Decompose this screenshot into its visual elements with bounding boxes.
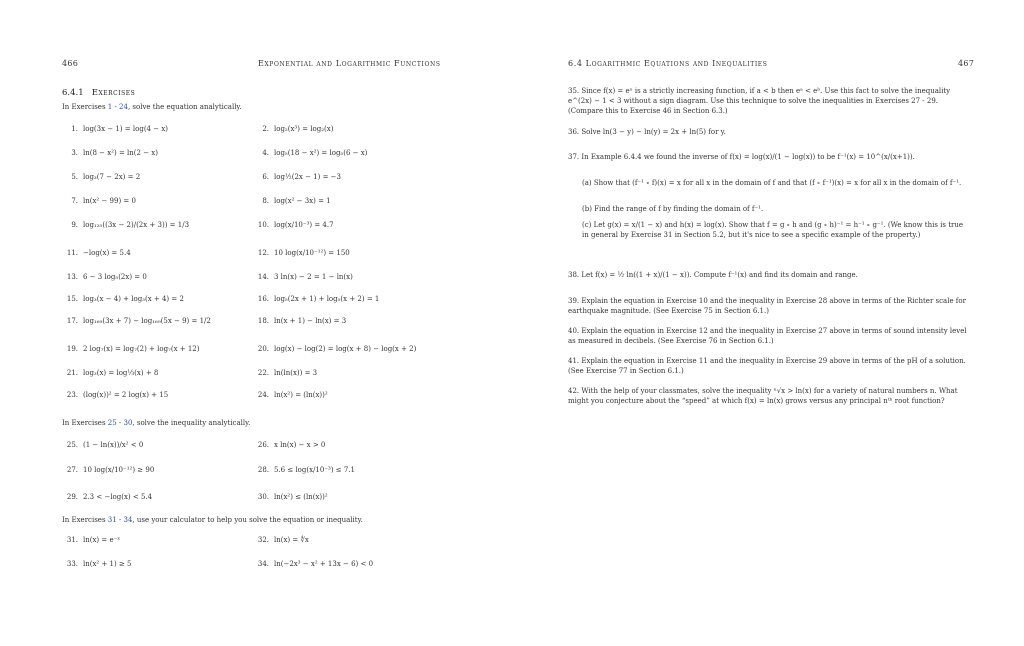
- exercise-item: [255, 465, 355, 475]
- exercise-equation: 2 log₇(x) = log₇(2) + log₇(x + 12): [83, 345, 200, 353]
- exercise-number: 8.: [262, 197, 269, 205]
- exercise-equation: (log(x))² = 2 log(x) + 15: [83, 391, 169, 399]
- exercise-number: 32.: [257, 536, 269, 544]
- exercise-number: 18.: [257, 317, 269, 325]
- exercise-equation: ln(x) = ∜x: [274, 536, 309, 544]
- exercise-range-link-2[interactable]: 25 - 30: [107, 419, 133, 427]
- exercise-equation: log₃(7 − 2x) = 2: [83, 173, 141, 181]
- exercise-item: [64, 492, 152, 502]
- exercise-equation: log₃(x) = log⅓(x) + 8: [83, 369, 159, 377]
- exercise-number: 21.: [66, 369, 78, 377]
- exercise-number: 3.: [71, 149, 78, 157]
- exercise-equation: ln(ln(x)) = 3: [274, 369, 318, 377]
- exercise-number: 34.: [257, 560, 269, 568]
- exercise-item: [64, 248, 131, 258]
- running-head-right: 6.4 Logarithmic Equations and Inequalities: [568, 59, 768, 68]
- exercise-number: 27.: [66, 466, 78, 474]
- exercise-number: 25.: [66, 441, 78, 449]
- exercise-number: 17.: [66, 317, 78, 325]
- exercise-item: [255, 440, 325, 450]
- exercise-number: 9.: [71, 221, 78, 229]
- exercise-item: [64, 294, 184, 304]
- exercise-39: 39. Explain the equation in Exercise 10 and the inequality in Exercise 28 above in terms of the Richter scale for earthquake magnitude. (See Exercise 75 in Section 6.1.): [568, 297, 966, 315]
- exercise-number: 24.: [257, 391, 269, 399]
- exercise-number: 28.: [257, 466, 269, 474]
- exercise-item: [64, 390, 168, 400]
- exercise-equation: ln(x² − 99) = 0: [83, 197, 136, 205]
- exercise-number: 6.: [262, 173, 269, 181]
- exercise-item: [64, 316, 211, 326]
- exercise-equation: log₁₆₉(3x + 7) − log₁₆₉(5x − 9) = 1/2: [83, 317, 211, 325]
- page-number-left: 466: [62, 59, 79, 68]
- exercise-number: 22.: [257, 369, 269, 377]
- exercise-number: 33.: [66, 560, 78, 568]
- exercise-item: [255, 492, 328, 502]
- exercise-number: 10.: [257, 221, 269, 229]
- exercise-equation: ln(8 − x²) = ln(2 − x): [83, 149, 158, 157]
- exercise-equation: 2.3 < −log(x) < 5.4: [83, 493, 153, 501]
- exercise-item: [64, 440, 143, 450]
- exercise-number: 16.: [257, 295, 269, 303]
- section-heading: [62, 88, 135, 98]
- exercise-number: 23.: [66, 391, 78, 399]
- exercise-equation: ln(x²) ≤ (ln(x))²: [274, 493, 328, 501]
- exercise-41: 41. Explain the equation in Exercise 11 and the inequality in Exercise 29 above in terms of the pH of a solution. (See Exercise 77 in Section 6.1.): [568, 357, 966, 375]
- exercise-equation: log₅(18 − x²) = log₅(6 − x): [274, 149, 368, 157]
- exercise-number: 14.: [257, 273, 269, 281]
- exercise-35: 35. Since f(x) = eˣ is a strictly increasing function, if a < b then eᵃ < eᵇ. Use this fact to solve the inequality e^(2x) − 1 < 3 without a sign diagram. Use this technique to solve the inequalities in Exercises 27 - 29. (Compare this to Exercise 46 in Section 6.3.): [568, 87, 951, 115]
- right-page: [512, 0, 1024, 646]
- exercise-number: 29.: [66, 493, 78, 501]
- exercise-equation: log(x² − 3x) = 1: [274, 197, 331, 205]
- exercise-item: [255, 368, 317, 378]
- exercise-number: 4.: [262, 149, 269, 157]
- exercise-equation: 3 ln(x) − 2 = 1 − ln(x): [274, 273, 353, 281]
- exercise-number: 2.: [262, 125, 269, 133]
- exercise-number: 31.: [66, 536, 78, 544]
- exercise-equation: ln(x + 1) − ln(x) = 3: [274, 317, 347, 325]
- exercise-equation: 5.6 ≤ log(x/10⁻³) ≤ 7.1: [274, 466, 356, 474]
- exercise-equation: −log(x) = 5.4: [83, 249, 131, 257]
- exercise-number: 30.: [257, 493, 269, 501]
- exercise-item: [255, 390, 328, 400]
- exercise-item: [64, 559, 132, 569]
- exercise-item: [64, 344, 200, 354]
- exercise-item: [255, 220, 334, 230]
- exercise-equation: log½(2x − 1) = −3: [274, 173, 341, 181]
- exercise-item: [255, 316, 346, 326]
- running-head-left: Exponential and Logarithmic Functions: [258, 59, 441, 68]
- exercise-equation: ln(x² + 1) ≥ 5: [83, 560, 132, 568]
- exercise-item: [255, 124, 333, 134]
- exercise-equation: log(x/10⁻³) = 4.7: [274, 221, 334, 229]
- exercise-equation: 10 log(x/10⁻¹²) = 150: [274, 249, 350, 257]
- exercise-equation: 6 − 3 log₅(2x) = 0: [83, 273, 147, 281]
- exercise-equation: log₃(x − 4) + log₃(x + 4) = 2: [83, 295, 184, 303]
- exercise-equation: 10 log(x/10⁻¹²) ≥ 90: [83, 466, 155, 474]
- exercise-item: [64, 148, 158, 158]
- exercise-item: [255, 559, 373, 569]
- exercise-item: [255, 196, 331, 206]
- page-number-right: 467: [958, 59, 975, 68]
- section-title: Exercises: [91, 88, 136, 98]
- exercise-equation: ln(x) = e⁻ˣ: [83, 536, 121, 544]
- exercise-item: [255, 294, 379, 304]
- exercise-number: 20.: [257, 345, 269, 353]
- exercise-equation: log₅(2x + 1) + log₅(x + 2) = 1: [274, 295, 380, 303]
- intro-3: In Exercises 31 - 34, use your calculator to help you solve the equation or inequality.: [62, 516, 363, 524]
- exercise-item: [64, 535, 120, 545]
- intro-1: In Exercises 1 - 24, solve the equation analytically.: [62, 103, 242, 111]
- exercise-number: 1.: [71, 125, 78, 133]
- exercise-38: 38. Let f(x) = ½ ln((1 + x)/(1 − x)). Compute f⁻¹(x) and find its domain and range.: [568, 271, 858, 279]
- exercise-item: [255, 148, 367, 158]
- exercise-number: 5.: [71, 173, 78, 181]
- exercise-range-link-1[interactable]: 1 - 24: [107, 103, 128, 111]
- exercise-item: [64, 196, 136, 206]
- exercise-37c: (c) Let g(x) = x/(1 − x) and h(x) = log(x). Show that f = g ∘ h and (g ∘ h)⁻¹ = h⁻¹ ∘ g⁻¹. (We know this is true in general by Exercise 31 in Section 5.2, but it's nice to see a specific example of the property.): [582, 221, 964, 239]
- exercise-number: 19.: [66, 345, 78, 353]
- exercise-range-link-3[interactable]: 31 - 34: [107, 516, 133, 524]
- exercise-item: [255, 248, 350, 258]
- exercise-item: [64, 368, 158, 378]
- exercise-number: 26.: [257, 441, 269, 449]
- exercise-40: 40. Explain the equation in Exercise 12 and the inequality in Exercise 27 above in terms of sound intensity level as measured in decibels. (See Exercise 76 in Section 6.1.): [568, 327, 967, 345]
- exercise-equation: log₂(x³) = log₂(x): [274, 125, 334, 133]
- exercise-37b: (b) Find the range of f by finding the domain of f⁻¹.: [582, 205, 764, 213]
- exercise-item: [64, 465, 154, 475]
- exercise-item: [64, 272, 147, 282]
- exercise-item: [255, 344, 416, 354]
- exercise-equation: ln(−2x³ − x² + 13x − 6) < 0: [274, 560, 374, 568]
- exercise-number: 11.: [66, 249, 78, 257]
- section-number: 6.4.1: [62, 88, 84, 98]
- exercise-equation: (1 − ln(x))/x² < 0: [83, 441, 144, 449]
- exercise-item: [64, 124, 168, 134]
- exercise-number: 15.: [66, 295, 78, 303]
- exercise-37a: (a) Show that (f⁻¹ ∘ f)(x) = x for all x in the domain of f and that (f ∘ f⁻¹)(x) = x for all x in the domain of f⁻¹.: [582, 179, 962, 187]
- exercise-item: [255, 535, 309, 545]
- exercise-42: 42. With the help of your classmates, solve the inequality ⁿ√x > ln(x) for a variety of natural numbers n. What might you conjecture about the “speed” at which f(x) = ln(x) grows versus any principal nᵗʰ root function?: [568, 387, 958, 405]
- exercise-item: [64, 172, 140, 182]
- exercise-equation: ln(x²) = (ln(x))²: [274, 391, 328, 399]
- intro-2: In Exercises 25 - 30, solve the inequality analytically.: [62, 419, 251, 427]
- exercise-equation: log₁₂₅((3x − 2)/(2x + 3)) = 1/3: [83, 221, 190, 229]
- exercise-equation: x ln(x) − x > 0: [274, 441, 326, 449]
- exercise-equation: log(3x − 1) = log(4 − x): [83, 125, 168, 133]
- exercise-item: [255, 172, 341, 182]
- exercise-number: 13.: [66, 273, 78, 281]
- exercise-37: 37. In Example 6.4.4 we found the inverse of f(x) = log(x)/(1 − log(x)) to be f⁻¹(x) = 10^(x/(x+1)).: [568, 153, 915, 161]
- exercise-equation: log(x) − log(2) = log(x + 8) − log(x + 2): [274, 345, 417, 353]
- exercise-36: 36. Solve ln(3 − y) − ln(y) = 2x + ln(5) for y.: [568, 128, 726, 136]
- exercise-number: 7.: [71, 197, 78, 205]
- exercise-number: 12.: [257, 249, 269, 257]
- exercise-item: [255, 272, 353, 282]
- exercise-item: [64, 220, 189, 230]
